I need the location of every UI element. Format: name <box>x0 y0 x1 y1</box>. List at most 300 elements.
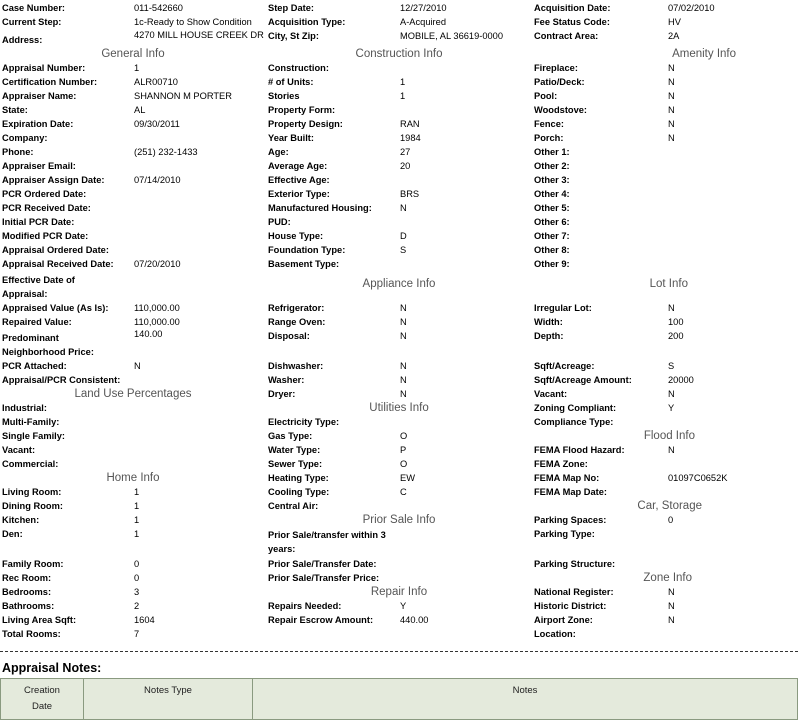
field-row <box>2 201 264 215</box>
field-value: Y <box>668 403 675 413</box>
field-label: Dining Room: <box>2 501 63 511</box>
section-title-car-storage: Car, Storage <box>637 500 702 512</box>
field-value: BRS <box>400 189 420 199</box>
pcr-attached-row <box>2 359 264 373</box>
field-row <box>268 117 530 131</box>
field-row <box>534 457 796 471</box>
field-label: Historic District: <box>534 601 607 611</box>
field-value: N <box>668 615 675 625</box>
field-label: Compliance Type: <box>534 417 614 427</box>
acquisition-type-row <box>268 15 530 29</box>
section-divider <box>0 651 798 652</box>
field-row <box>2 513 264 527</box>
repair-info-rows <box>268 599 530 627</box>
field-value: N <box>668 77 675 87</box>
field-row <box>2 75 264 89</box>
field-row <box>2 627 264 641</box>
field-value: 1984 <box>400 133 421 143</box>
neighborhood-price-row <box>2 329 264 359</box>
section-title-utilities-info: Utilities Info <box>369 402 429 414</box>
field-row <box>268 187 530 201</box>
section-title-repair-info: Repair Info <box>370 586 428 598</box>
field-value: N <box>400 375 407 385</box>
field-label: House Type: <box>268 231 324 241</box>
section-title-home-info: Home Info <box>106 472 160 484</box>
field-row <box>534 613 796 627</box>
field-value: A-Acquired <box>400 17 446 27</box>
section-title-zone-info: Zone Info <box>643 572 692 584</box>
field-label: Central Air: <box>268 501 319 511</box>
field-label: Prior Sale/transfer within 3 years: <box>268 530 386 554</box>
field-value: N <box>400 303 407 313</box>
field-label: Disposal: <box>268 331 310 341</box>
field-value: N <box>668 587 675 597</box>
field-value: 20000 <box>668 375 694 385</box>
field-label: Woodstove: <box>534 105 588 115</box>
field-label: Heating Type: <box>268 473 329 483</box>
field-row <box>268 571 530 585</box>
field-row <box>534 359 796 373</box>
field-value: D <box>400 231 407 241</box>
field-label: Other 6: <box>534 217 570 227</box>
field-value: N <box>668 105 675 115</box>
field-row <box>268 415 530 429</box>
field-label: Industrial: <box>2 403 47 413</box>
field-label: Bedrooms: <box>2 587 52 597</box>
column-right <box>534 1 796 641</box>
field-value: N <box>400 389 407 399</box>
field-label: Electricity Type: <box>268 417 340 427</box>
field-label: Dishwasher: <box>268 361 324 371</box>
field-label: Vacant: <box>534 389 568 399</box>
field-row <box>268 229 530 243</box>
field-value: N <box>668 601 675 611</box>
field-row <box>534 415 796 429</box>
field-label: Porch: <box>534 133 564 143</box>
field-label: Parking Type: <box>534 529 595 539</box>
field-label: Company: <box>2 133 48 143</box>
field-row <box>268 173 530 187</box>
field-value: 1 <box>400 91 406 101</box>
field-label: Appraiser Email: <box>2 161 76 171</box>
field-row <box>268 429 530 443</box>
field-row <box>268 457 530 471</box>
field-value: 1604 <box>134 615 155 625</box>
field-label: # of Units: <box>268 77 314 87</box>
city-row <box>268 29 530 47</box>
field-row <box>534 103 796 117</box>
field-row <box>534 89 796 103</box>
field-row <box>268 61 530 75</box>
field-row <box>534 229 796 243</box>
field-label: Construction: <box>268 63 329 73</box>
field-value: 12/27/2010 <box>400 3 447 13</box>
field-row <box>534 159 796 173</box>
field-label: Address: <box>2 35 43 45</box>
field-row <box>534 215 796 229</box>
field-row <box>534 329 796 343</box>
field-row <box>534 387 796 401</box>
spacer <box>268 343 530 359</box>
spacer <box>534 541 796 557</box>
field-value: S <box>668 361 675 371</box>
field-value: 1 <box>134 501 140 511</box>
field-label: Foundation Type: <box>268 245 346 255</box>
car-storage-rows <box>534 513 796 541</box>
field-row <box>2 89 264 103</box>
field-label: Vacant: <box>2 445 36 455</box>
field-row <box>2 131 264 145</box>
field-label: Bathrooms: <box>2 601 55 611</box>
field-row <box>2 443 264 457</box>
field-label: Property Design: <box>268 119 343 129</box>
field-row <box>2 103 264 117</box>
field-label: Washer: <box>268 375 305 385</box>
column-header-notes-type[interactable]: Notes Type <box>84 679 253 719</box>
field-label: Parking Spaces: <box>534 515 607 525</box>
field-label: Step Date: <box>268 3 314 13</box>
field-value: 1 <box>134 63 140 73</box>
field-row <box>534 373 796 387</box>
field-label: Effective Age: <box>268 175 330 185</box>
consistent-row <box>2 373 264 387</box>
column-header-creation-date[interactable]: Creation Date <box>1 679 84 719</box>
section-title-general-info: General Info <box>101 48 165 60</box>
field-label: Fee Status Code: <box>534 17 610 27</box>
field-row <box>534 599 796 613</box>
field-label: Effective Date of Appraisal: <box>2 275 75 299</box>
field-row <box>2 429 264 443</box>
field-row <box>268 243 530 257</box>
field-value: 011-542660 <box>134 3 183 13</box>
effective-date-row <box>2 271 264 301</box>
field-value: 07/14/2010 <box>134 175 181 185</box>
field-label: Repair Escrow Amount: <box>268 615 374 625</box>
field-row <box>534 585 796 599</box>
field-row <box>268 485 530 499</box>
field-row <box>534 485 796 499</box>
field-row <box>268 75 530 89</box>
field-row <box>534 131 796 145</box>
field-row <box>534 145 796 159</box>
field-row <box>268 159 530 173</box>
parking-structure-row <box>534 557 796 571</box>
field-label: Commercial: <box>2 459 59 469</box>
appraisal-notes-table <box>0 678 798 720</box>
appraised-value-row <box>2 301 264 315</box>
field-label: Appraisal/PCR Consistent: <box>2 375 121 385</box>
field-value: 100 <box>668 317 684 327</box>
field-value: 7 <box>134 629 140 639</box>
field-label: PUD: <box>268 217 291 227</box>
field-label: Appraisal Received Date: <box>2 259 114 269</box>
field-row <box>534 315 796 329</box>
field-row <box>2 415 264 429</box>
field-row <box>534 401 796 415</box>
field-value: HV <box>668 17 681 27</box>
field-label: Refrigerator: <box>268 303 325 313</box>
field-value: (251) 232-1433 <box>134 147 198 157</box>
field-row <box>268 89 530 103</box>
field-row <box>534 527 796 541</box>
field-value: O <box>400 459 408 469</box>
field-row <box>268 499 530 513</box>
field-label: Appraiser Name: <box>2 91 77 101</box>
field-label: Phone: <box>2 147 34 157</box>
field-label: Prior Sale/Transfer Price: <box>268 573 380 583</box>
field-label: Fence: <box>534 119 564 129</box>
field-label: Manufactured Housing: <box>268 203 372 213</box>
column-left <box>2 1 264 641</box>
field-row <box>2 173 264 187</box>
field-row <box>534 173 796 187</box>
field-label: Cooling Type: <box>268 487 330 497</box>
field-label: Rec Room: <box>2 573 52 583</box>
field-row <box>534 257 796 271</box>
field-label: Appraisal Number: <box>2 63 86 73</box>
field-row <box>534 513 796 527</box>
field-row <box>2 61 264 75</box>
field-row <box>2 215 264 229</box>
field-label: Appraisal Ordered Date: <box>2 245 109 255</box>
field-value: 3 <box>134 587 140 597</box>
field-label: Other 3: <box>534 175 570 185</box>
field-row <box>268 359 530 373</box>
field-label: Case Number: <box>2 3 66 13</box>
field-value: Y <box>400 601 407 611</box>
field-row <box>2 485 264 499</box>
field-label: Location: <box>534 629 576 639</box>
field-label: Living Area Sqft: <box>2 615 77 625</box>
field-row <box>268 329 530 343</box>
field-value: N <box>668 133 675 143</box>
field-row <box>2 599 264 613</box>
field-value: 1 <box>134 487 140 497</box>
field-label: Dryer: <box>268 389 296 399</box>
field-value: 440.00 <box>400 615 429 625</box>
lot-info-rows-a <box>534 301 796 343</box>
field-label: Acquisition Type: <box>268 17 346 27</box>
field-value: 09/30/2011 <box>134 119 180 129</box>
current-step-row <box>2 15 264 29</box>
field-label: Single Family: <box>2 431 66 441</box>
appliance-info-rows-b <box>268 359 530 401</box>
construction-info-rows <box>268 61 530 271</box>
section-title-flood-info: Flood Info <box>643 430 695 442</box>
column-header-notes[interactable]: Notes <box>512 685 538 696</box>
field-row <box>2 145 264 159</box>
field-label: Property Form: <box>268 105 336 115</box>
field-label: Contract Area: <box>534 31 599 41</box>
field-row <box>268 257 530 271</box>
field-label: FEMA Map No: <box>534 473 600 483</box>
field-label: Current Step: <box>2 17 62 27</box>
field-row <box>268 443 530 457</box>
field-value: 140.00 <box>134 329 163 339</box>
field-row <box>2 159 264 173</box>
field-value: P <box>400 445 407 455</box>
field-value: O <box>400 431 408 441</box>
field-row <box>268 557 530 571</box>
field-label: Other 2: <box>534 161 570 171</box>
field-label: Other 9: <box>534 259 570 269</box>
field-value: 1 <box>134 515 140 525</box>
field-label: State: <box>2 105 28 115</box>
field-label: Sqft/Acreage Amount: <box>534 375 632 385</box>
home-info-rows-b <box>2 557 264 641</box>
field-value: RAN <box>400 119 420 129</box>
field-row <box>268 613 530 627</box>
field-label: Airport Zone: <box>534 615 593 625</box>
field-value: 0 <box>668 515 674 525</box>
field-value: N <box>668 445 675 455</box>
field-value: 27 <box>400 147 411 157</box>
field-row <box>268 131 530 145</box>
prior-sale-within-row <box>268 527 530 557</box>
field-value: N <box>668 303 675 313</box>
field-label: City, St Zip: <box>268 31 319 41</box>
field-row <box>268 471 530 485</box>
utilities-info-rows <box>268 415 530 513</box>
field-label: Stories <box>268 91 300 101</box>
field-value: S <box>400 245 407 255</box>
field-label: Repaired Value: <box>2 317 72 327</box>
field-row <box>2 229 264 243</box>
field-value: N <box>400 203 407 213</box>
field-row <box>2 571 264 585</box>
field-label: Appraised Value (As Is): <box>2 303 109 313</box>
field-label: Expiration Date: <box>2 119 74 129</box>
field-label: Pool: <box>534 91 558 101</box>
step-date-row <box>268 1 530 15</box>
field-row <box>2 613 264 627</box>
field-value: ALR00710 <box>134 77 178 87</box>
field-label: Other 1: <box>534 147 570 157</box>
field-row <box>2 499 264 513</box>
contract-area-row <box>534 29 796 47</box>
field-row <box>534 243 796 257</box>
field-row <box>2 585 264 599</box>
field-row <box>534 443 796 457</box>
field-label: Modified PCR Date: <box>2 231 89 241</box>
zone-info-rows <box>534 585 796 641</box>
field-label: National Register: <box>534 587 614 597</box>
field-value: N <box>668 119 675 129</box>
field-label: Den: <box>2 529 23 539</box>
field-value: 07/20/2010 <box>134 259 181 269</box>
field-label: Other 5: <box>534 203 570 213</box>
appliance-info-rows-a <box>268 301 530 343</box>
field-value: C <box>400 487 407 497</box>
field-row <box>268 301 530 315</box>
appraisal-notes-title: Appraisal Notes: <box>2 661 102 675</box>
field-value: 4270 MILL HOUSE CREEK DR <box>134 30 264 40</box>
field-value: 1 <box>134 529 140 539</box>
field-row <box>534 471 796 485</box>
field-label: Predominant Neighborhood Price: <box>2 333 94 357</box>
field-label: Appraiser Assign Date: <box>2 175 105 185</box>
field-value: 07/02/2010 <box>668 3 715 13</box>
spacer <box>534 343 796 359</box>
field-value: 0 <box>134 573 140 583</box>
field-label: PCR Attached: <box>2 361 67 371</box>
field-row <box>268 201 530 215</box>
field-row <box>268 387 530 401</box>
field-label: FEMA Flood Hazard: <box>534 445 625 455</box>
repaired-value-row <box>2 315 264 329</box>
field-label: Other 8: <box>534 245 570 255</box>
field-row <box>534 61 796 75</box>
field-value: N <box>400 361 407 371</box>
field-label: Family Room: <box>2 559 64 569</box>
field-row <box>534 187 796 201</box>
field-label: Repairs Needed: <box>268 601 342 611</box>
field-row <box>534 75 796 89</box>
section-title-lot-info: Lot Info <box>649 278 688 290</box>
field-label: Irregular Lot: <box>534 303 592 313</box>
field-label: Fireplace: <box>534 63 578 73</box>
field-value: 2 <box>134 601 140 611</box>
field-label: Sqft/Acreage: <box>534 361 595 371</box>
field-value: N <box>668 91 675 101</box>
field-row <box>2 117 264 131</box>
field-value: 110,000.00 <box>134 317 180 327</box>
field-row <box>2 557 264 571</box>
field-row <box>534 201 796 215</box>
land-use-rows <box>2 401 264 471</box>
section-title-appliance-info: Appliance Info <box>362 278 436 290</box>
spacer <box>2 541 264 557</box>
field-label: Multi-Family: <box>2 417 60 427</box>
field-label: Prior Sale/Transfer Date: <box>268 559 377 569</box>
field-label: Kitchen: <box>2 515 40 525</box>
field-value: AL <box>134 105 146 115</box>
section-title-prior-sale-info: Prior Sale Info <box>362 514 436 526</box>
field-label: Average Age: <box>268 161 328 171</box>
field-label: Acquisition Date: <box>534 3 611 13</box>
field-value: 2A <box>668 31 680 41</box>
home-info-rows-a <box>2 485 264 541</box>
field-value: N <box>400 331 407 341</box>
field-label: Certification Number: <box>2 77 98 87</box>
field-value: 1 <box>400 77 406 87</box>
prior-sale-rows <box>268 557 530 585</box>
section-title-construction-info: Construction Info <box>355 48 443 60</box>
field-row <box>2 187 264 201</box>
field-row <box>534 301 796 315</box>
field-label: FEMA Zone: <box>534 459 588 469</box>
field-value: 20 <box>400 161 411 171</box>
field-label: Age: <box>268 147 289 157</box>
field-row <box>268 145 530 159</box>
field-label: Width: <box>534 317 563 327</box>
field-row <box>268 215 530 229</box>
field-label: Initial PCR Date: <box>2 217 75 227</box>
field-label: PCR Ordered Date: <box>2 189 87 199</box>
field-row <box>268 315 530 329</box>
address-row <box>2 29 264 47</box>
field-label: Zoning Compliant: <box>534 403 617 413</box>
field-value: N <box>668 63 675 73</box>
field-label: Other 4: <box>534 189 570 199</box>
field-value: N <box>668 389 675 399</box>
case-number-row <box>2 1 264 15</box>
field-value: 1c-Ready to Show Condition <box>134 17 252 27</box>
field-label: PCR Received Date: <box>2 203 91 213</box>
fee-status-row <box>534 15 796 29</box>
field-label: Sewer Type: <box>268 459 323 469</box>
field-row <box>268 103 530 117</box>
